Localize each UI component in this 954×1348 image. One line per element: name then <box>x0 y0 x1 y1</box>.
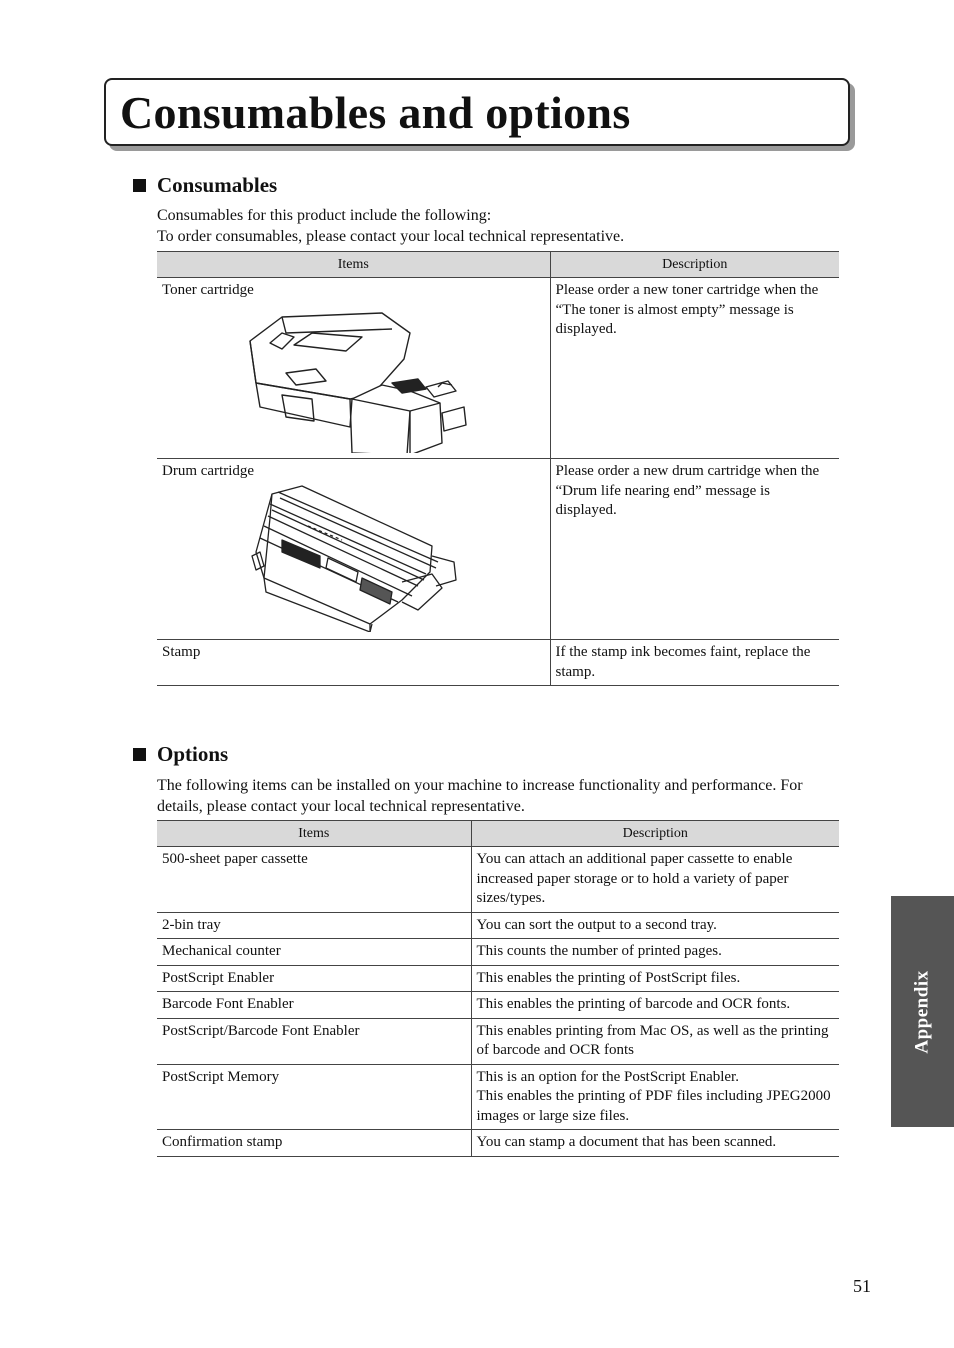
options-heading-text: Options <box>157 742 229 766</box>
table-cell-description: Please order a new drum cartridge when the “Drum life nearing end” message is displayed. <box>550 459 839 640</box>
table-cell-item: PostScript Enabler <box>157 965 471 992</box>
consumables-intro-line-2: To order consumables, please contact your local technical representative. <box>157 228 625 245</box>
page-title-box <box>104 78 850 146</box>
table-cell-description: This enables the printing of barcode and OCR fonts. <box>471 992 839 1019</box>
table-cell-description: You can stamp a document that has been scanned. <box>471 1130 839 1157</box>
description-line-1: This is an option for the PostScript Enabler. <box>476 1068 739 1085</box>
table-header-row <box>157 252 839 278</box>
table-row <box>157 992 839 1019</box>
table-cell-item <box>157 459 550 640</box>
options-intro: The following items can be installed on your machine to increase functionality and performance. For details, please contact your local technical representative. <box>157 777 803 815</box>
consumables-table <box>157 251 839 686</box>
table-cell-item: PostScript Memory <box>157 1064 471 1130</box>
table-row <box>157 965 839 992</box>
item-name: Toner cartridge <box>162 282 254 298</box>
bullet-square-icon <box>133 748 146 761</box>
column-header-items: Items <box>157 821 471 847</box>
table-cell-description <box>471 1064 839 1130</box>
bullet-square-icon <box>133 179 146 192</box>
column-header-items: Items <box>157 252 550 278</box>
table-header-row <box>157 821 839 847</box>
table-cell-description: If the stamp ink becomes faint, replace the stamp. <box>550 640 839 686</box>
options-table <box>157 820 839 1157</box>
consumables-heading <box>133 173 277 198</box>
table-cell-item <box>157 278 550 459</box>
table-cell-description: This enables the printing of PostScript files. <box>471 965 839 992</box>
table-cell-item: 2-bin tray <box>157 912 471 939</box>
table-cell-item: Stamp <box>157 640 550 686</box>
column-header-description: Description <box>550 252 839 278</box>
table-row <box>157 847 839 913</box>
table-row <box>157 640 839 686</box>
table-cell-description: You can sort the output to a second tray. <box>471 912 839 939</box>
appendix-side-tab-label: Appendix <box>911 969 933 1054</box>
table-cell-item: PostScript/Barcode Font Enabler <box>157 1018 471 1064</box>
table-cell-description: This counts the number of printed pages. <box>471 939 839 966</box>
options-heading <box>133 742 228 767</box>
table-cell-item: Mechanical counter <box>157 939 471 966</box>
table-row <box>157 459 839 640</box>
drum-cartridge-illustration <box>242 482 472 632</box>
table-row <box>157 1130 839 1157</box>
toner-cartridge-illustration <box>242 303 472 453</box>
table-row <box>157 1018 839 1064</box>
table-cell-item: Barcode Font Enabler <box>157 992 471 1019</box>
description-line-2: This enables the printing of PDF files including JPEG2000 images or large size files. <box>476 1088 831 1124</box>
table-cell-description: Please order a new toner cartridge when the “The toner is almost empty” message is displayed. <box>550 278 839 459</box>
table-cell-item: 500-sheet paper cassette <box>157 847 471 913</box>
item-name: Drum cartridge <box>162 463 255 479</box>
table-row <box>157 939 839 966</box>
table-cell-description: You can attach an additional paper cassette to enable increased paper storage or to hold a variety of paper sizes/types. <box>471 847 839 913</box>
table-cell-description: This enables printing from Mac OS, as well as the printing of barcode and OCR fonts <box>471 1018 839 1064</box>
consumables-intro-line-1: Consumables for this product include the following: <box>157 207 492 224</box>
table-row <box>157 278 839 459</box>
table-row <box>157 1064 839 1130</box>
consumables-intro <box>157 205 837 247</box>
table-row <box>157 912 839 939</box>
page-number: 51 <box>853 1276 871 1296</box>
consumables-heading-text: Consumables <box>157 173 278 197</box>
column-header-description: Description <box>471 821 839 847</box>
appendix-side-tab <box>891 896 954 1127</box>
page-title: Consumables and options <box>120 87 631 138</box>
table-cell-item: Confirmation stamp <box>157 1130 471 1157</box>
